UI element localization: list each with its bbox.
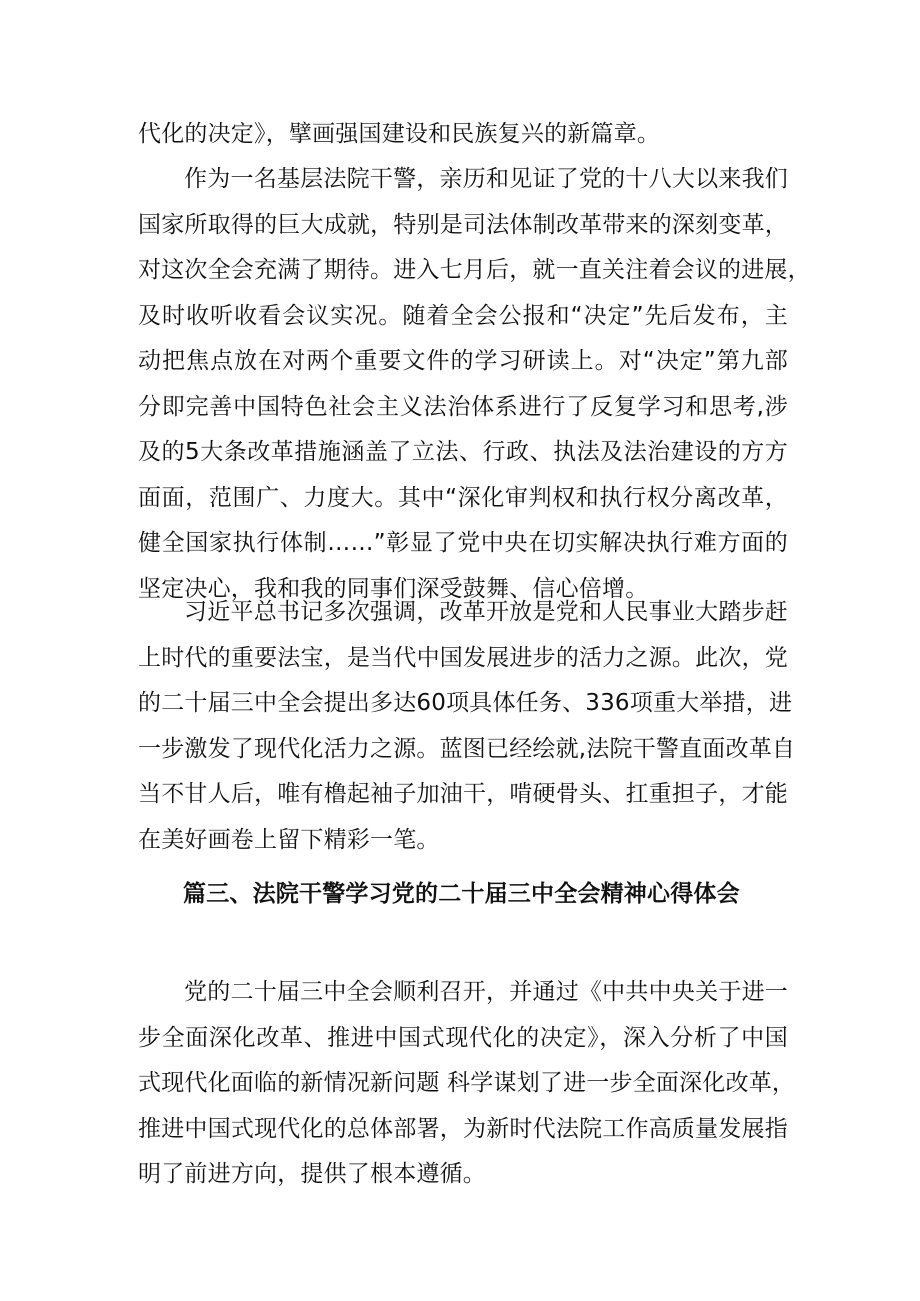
paragraph-continuation xyxy=(138,112,788,158)
text-line: 一步激发了现代化活力之源。蓝图已经绘就,法院干警直面改革自 xyxy=(138,735,796,762)
text-line: 明了前进方向，提供了根本遵循。 xyxy=(138,1161,486,1187)
text-line: 推进中国式现代化的总体部署，为新时代法院工作高质量发展指 xyxy=(138,1115,788,1142)
paragraph-plenary-session xyxy=(138,970,796,1198)
paragraph-court-officer-experience xyxy=(138,157,811,612)
text-line: 分即完善中国特色社会主义法治体系进行了反复学习和思考,涉 xyxy=(138,393,788,420)
text-line: 对这次全会充满了期待。进入七月后，就一直关注着会议的进展， xyxy=(138,257,811,283)
text-line: 国家所取得的巨大成就，特别是司法体制改革带来的深刻变革， xyxy=(138,211,788,238)
text-line: 步全面深化改革、推进中国式现代化的决定》，深入分析了中国 xyxy=(138,1024,788,1051)
text-line: 在美好画卷上留下精彩一笔。 xyxy=(138,826,440,853)
text-line: 面面，范围广、力度大。其中“深化审判权和执行权分离改革， xyxy=(138,484,788,511)
section-heading: 篇三、法院干警学习党的二十届三中全会精神心得体会 xyxy=(183,881,740,907)
text-line: 上时代的重要法宝，是当代中国发展进步的活力之源。此次，党 xyxy=(138,644,788,671)
text-line: 作为一名基层法院干警，亲历和见证了党的十八大以来我们 xyxy=(184,166,788,192)
text-line: 式现代化面临的新情况新问题 科学谋划了进一步全面深化改革， xyxy=(138,1070,796,1096)
text-line: 代化的决定》，擘画强国建设和民族复兴的新篇章。 xyxy=(138,121,661,147)
text-line: 及时收听收看会议实况。随着全会公报和“决定”先后发布，主 xyxy=(138,302,788,329)
text-line: 的二十届三中全会提出多达60项具体任务、336项重大举措，进 xyxy=(138,690,793,716)
text-line: 动把焦点放在对两个重要文件的学习研读上。对“决定”第九部 xyxy=(138,348,788,374)
text-line: 习近平总书记多次强调，改革开放是党和人民事业大踏步赶 xyxy=(184,599,788,625)
text-line: 健全国家执行体制……”彰显了党中央在切实解决执行难方面的 xyxy=(138,530,788,556)
text-line: 坚定决心，我和我的同事们深受鼓舞、信心倍增。 xyxy=(138,575,649,602)
text-line: 及的5大条改革措施涵盖了立法、行政、执法及法治建设的方方 xyxy=(138,439,788,465)
text-line: 党的二十届三中全会顺利召开，并通过《中共中央关于进一 xyxy=(184,979,788,1005)
paragraph-reform-vitality xyxy=(138,590,796,863)
text-line: 当不甘人后，唯有橹起袖子加油干，啃硬骨头、扛重担子，才能 xyxy=(138,781,788,807)
